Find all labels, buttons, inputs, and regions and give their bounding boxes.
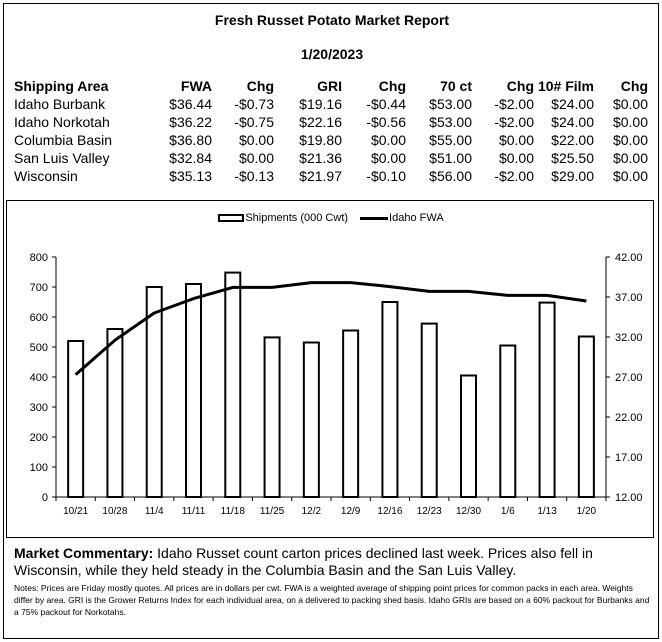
table-header: GRI (317, 77, 342, 94)
report-date: 1/20/2023 (300, 46, 364, 62)
chart-legend (7, 212, 655, 224)
price-cell: $36.22 (169, 114, 212, 130)
x-tick-label: 12/16 (377, 506, 403, 517)
x-tick-label: 12/23 (416, 506, 442, 517)
legend-shipments: Shipments (000 Cwt) (245, 212, 349, 225)
price-cell: -$0.73 (234, 96, 274, 112)
price-cell: $22.16 (299, 114, 342, 130)
x-tick-label: 11/25 (259, 506, 285, 517)
price-cell: $0.00 (370, 150, 406, 166)
price-cell: $24.00 (551, 96, 594, 112)
x-tick-label: 12/30 (455, 506, 482, 517)
x-tick-label: 12/2 (301, 506, 322, 517)
price-cell: $36.80 (169, 132, 212, 148)
table-row (14, 95, 648, 113)
right-tick-label: 12.00 (615, 492, 643, 504)
report-title: Fresh Russet Potato Market Report (214, 12, 450, 28)
price-cell: $53.00 (429, 96, 472, 112)
left-tick-label: 300 (29, 402, 48, 414)
left-tick-label: 100 (29, 462, 48, 474)
price-cell: -$2.00 (494, 168, 534, 184)
price-cell: $36.44 (169, 96, 212, 112)
price-cell: $24.00 (551, 114, 594, 130)
right-tick-label: 37.00 (615, 292, 643, 304)
price-cell: $19.16 (299, 96, 342, 112)
price-cell: $0.00 (498, 150, 534, 166)
shipping-area-cell: Idaho Norkotah (14, 114, 110, 130)
price-cell: $0.00 (238, 132, 274, 148)
table-header: Chg (246, 77, 274, 94)
shipments-bar (461, 376, 476, 498)
shipments-fwa-chart (6, 245, 654, 525)
shipping-area-cell: Wisconsin (14, 168, 78, 184)
price-cell: $53.00 (429, 114, 472, 130)
shipments-bar (304, 343, 319, 498)
price-cell: $0.00 (370, 132, 406, 148)
shipments-bar (107, 329, 122, 497)
shipments-bar (186, 284, 201, 497)
shipments-bar (422, 324, 437, 497)
price-cell: $0.00 (612, 114, 648, 130)
right-tick-label: 17.00 (615, 452, 643, 464)
shipments-bar (579, 337, 594, 498)
report-notes: Notes: Prices are Friday mostly quotes. All prices are in dollars per cwt. FWA is a weighted average of shipping point prices for common packs in each area. Weights differ by area. GRI is the Grower Returns Index for each individual area, on a delivered to packing shed basis. Idaho GRIs are based on a 60% packout for Burbanks and a 75% packout for Norkotahs. (14, 583, 650, 617)
shipping-area-cell: Idaho Burbank (14, 96, 106, 112)
price-cell: -$0.56 (366, 114, 406, 130)
shipments-bar (68, 341, 83, 497)
table-row (14, 113, 648, 131)
price-cell: $32.84 (169, 150, 212, 166)
shipments-bar (265, 337, 280, 497)
table-row (14, 149, 648, 167)
shipments-bar (225, 273, 240, 497)
price-cell: -$0.13 (234, 168, 274, 184)
left-tick-label: 500 (29, 342, 48, 354)
left-tick-label: 0 (41, 492, 48, 504)
price-cell: -$0.10 (366, 168, 406, 184)
price-cell: $55.00 (429, 132, 472, 148)
price-cell: $51.00 (429, 150, 472, 166)
price-cell: $56.00 (429, 168, 472, 184)
left-tick-label: 400 (29, 372, 48, 384)
x-tick-label: 11/18 (220, 506, 245, 517)
table-row (14, 167, 648, 185)
shipments-bar (500, 346, 515, 498)
shipments-bar (382, 302, 397, 497)
price-cell: $21.36 (299, 150, 342, 166)
price-cell: -$0.44 (366, 96, 406, 112)
x-tick-label: 11/11 (181, 506, 206, 517)
price-cell: -$0.75 (234, 114, 274, 130)
price-cell: $21.97 (299, 168, 342, 184)
shipping-area-cell: Columbia Basin (14, 132, 113, 148)
x-tick-label: 1/20 (576, 506, 597, 517)
table-header: 10# Film (537, 77, 594, 94)
x-tick-label: 1/6 (500, 506, 515, 517)
price-table (14, 76, 648, 185)
left-tick-label: 800 (29, 252, 48, 264)
shipments-bar (343, 331, 358, 498)
x-tick-label: 10/28 (102, 506, 128, 517)
table-header: Chg (378, 77, 406, 94)
price-cell: $29.00 (551, 168, 594, 184)
price-cell: $0.00 (238, 150, 274, 166)
price-cell: $0.00 (612, 168, 648, 184)
table-header: Chg (620, 77, 648, 94)
price-cell: $25.50 (551, 150, 594, 166)
right-tick-label: 42.00 (615, 252, 643, 264)
table-header: Chg (506, 77, 534, 94)
x-tick-label: 12/9 (340, 506, 361, 517)
market-commentary (14, 545, 650, 579)
left-tick-label: 200 (29, 432, 48, 444)
price-cell: -$2.00 (494, 114, 534, 130)
table-header: Shipping Area (14, 77, 109, 94)
right-tick-label: 32.00 (615, 332, 643, 344)
price-cell: $22.00 (551, 132, 594, 148)
left-tick-label: 700 (29, 282, 48, 294)
legend-bar-swatch (218, 214, 244, 222)
price-cell: $0.00 (612, 132, 648, 148)
price-cell: $0.00 (612, 150, 648, 166)
x-tick-label: 10/21 (63, 506, 89, 517)
price-cell: $19.80 (299, 132, 342, 148)
price-cell: $0.00 (612, 96, 648, 112)
table-header: FWA (180, 77, 212, 94)
table-header-row (14, 76, 648, 95)
right-tick-label: 22.00 (615, 412, 643, 424)
shipments-bar (147, 287, 162, 497)
left-tick-label: 600 (29, 312, 48, 324)
commentary-text: Idaho Russet count carton prices declined last week. Prices also fell in Wisconsin, while they held steady in the Columbia Basin and the San Luis Valley. (14, 545, 593, 578)
x-tick-label: 11/4 (144, 506, 164, 517)
price-cell: $0.00 (498, 132, 534, 148)
x-tick-label: 1/13 (537, 506, 557, 517)
legend-line-swatch (360, 217, 388, 220)
legend-idaho-fwa: Idaho FWA (389, 212, 444, 225)
right-tick-label: 27.00 (615, 372, 643, 384)
price-cell: -$2.00 (494, 96, 534, 112)
commentary-label: Market Commentary: (14, 545, 154, 561)
shipping-area-cell: San Luis Valley (14, 150, 110, 166)
shipments-bar (540, 303, 555, 497)
price-cell: $35.13 (169, 168, 212, 184)
table-header: 70 ct (440, 77, 472, 94)
table-row (14, 131, 648, 149)
